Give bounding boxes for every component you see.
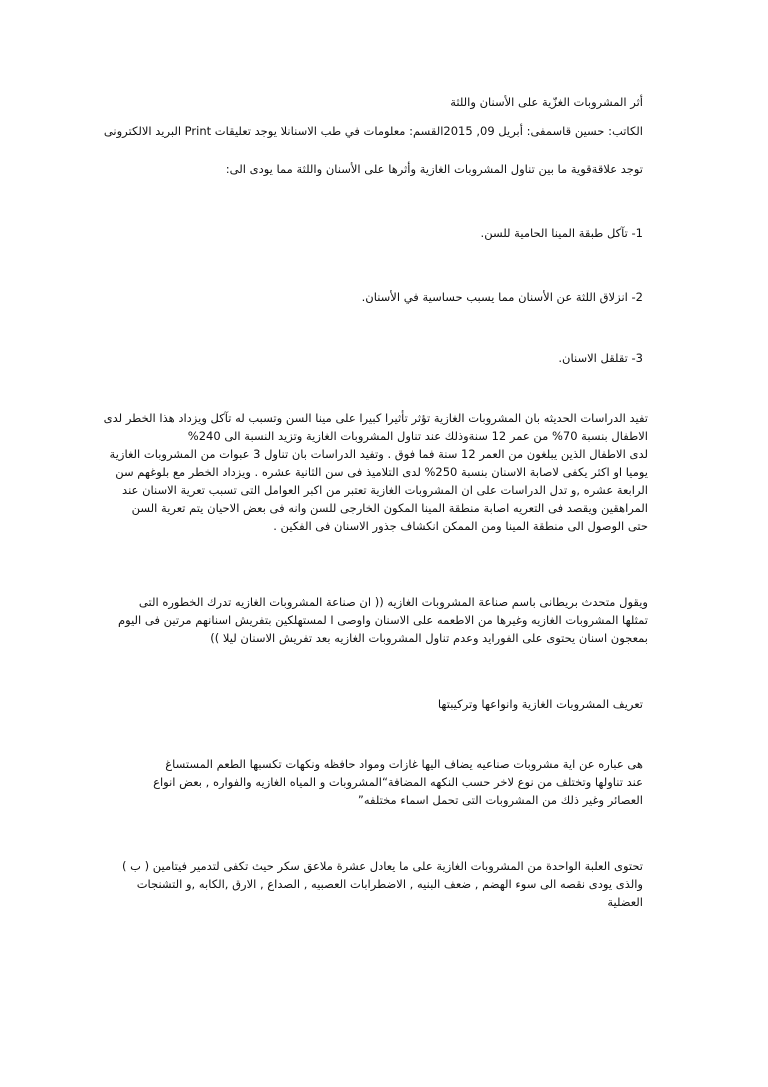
article-title: أثر المشروبات الغزّية على الأسنان واللثة [450,95,643,109]
paragraph-line: عند تناولها وتختلف من نوع لاخر حسب النكهه المضافة“المشروبات و المياه الغازيه والفواره , بعض انواع [153,775,643,789]
paragraph-line: ويقول متحدث بريطانى باسم صناعة المشروبات الغازيه (( ان صناعة المشروبات الغازيه تدرك الخطوره التى [138,595,648,609]
paragraph-line: العصائر وغير ذلك من المشروبات التى تحمل اسماء مختلفه” [357,793,643,807]
definition-heading: تعريف المشروبات الغازية وانواعها وتركيبتها [437,697,643,711]
paragraph-line: والذى يودى نقصه الى سوء الهضم , ضعف البنيه , الاضطرابات العصبيه , الصداع , الارق ,الكابه ,و التشنجات [136,877,643,891]
paragraph-line: تمثلها المشروبات الغازيه وغيرها من الاطعمه على الاسنان واوصى ا لمستهلكين بتفريش اسنانهم مرتين فى اليوم [118,613,648,627]
paragraph-line: بمعجون اسنان يحتوى على الفورايد وعدم تناول المشروبات الغازيه بعد تفريش الاسنان ليلا )) [210,631,648,645]
effect-item-3: 3- تقلقل الاسنان. [558,351,643,365]
paragraph-line: الرابعة عشره ,و تدل الدراسات على ان المشروبات الغازية تعتبر من اكبر العوامل التى تسبب تعرية الاسنان عند [122,483,648,497]
content-paragraph [121,857,643,911]
paragraph-line: تفيد الدراسات الحديثه بان المشروبات الغازية تؤثر تأثيرا كبيرا على مينا السن وتسبب له تآكل ويزداد هذا الخطر لدى [103,411,648,425]
paragraph-line: العضلية [607,895,643,909]
industry-quote-paragraph [118,593,648,647]
definition-paragraph [135,755,643,809]
paragraph-line: هى عباره عن اية مشروبات صناعيه يضاف اليها غازات ومواد حافظه ونكهات تكسبها الطعم المستساغ [165,757,643,771]
effect-item-1: 1- تآكل طبقة المينا الحامية للسن. [480,226,643,240]
paragraph-line: المراهقين ويقصد فى التعريه اصابة منطقة المينا المكون الخارجى للسن وانه فى بعض الاحيان يتم تعرية السن [131,501,648,515]
paragraph-line: الاطفال بنسبة 70% من عمر 12 سنةوذلك عند تناول المشروبات الغازية وتزيد النسبة الى 240% [187,429,648,443]
paragraph-line: لدى الاطفال الذين يبلغون من العمر 12 سنة فما فوق . وتفيد الدراسات بان تناول 3 عبوات من المشروبات الغازية [109,447,648,461]
paragraph-line: حتى الوصول الى منطقة المينا ومن الممكن انكشاف جذور الاسنان فى الفكين . [273,519,648,533]
article-meta: الكاتب: حسين قاسمفى: أبريل 09, 2015القسم: معلومات في طب الاسنانلا يوجد تعليقات Print البريد الالكترونى [103,124,643,138]
paragraph-line: يوميا او اكثر يكفى لاصابة الاسنان بنسبة 250% لدى التلاميذ فى سن الثانية عشره . ويزداد الخطر مع بلوغهم سن [115,465,648,479]
intro-text: توجد علاقةقوية ما بين تناول المشروبات الغازية وأثرها على الأسنان واللثة مما يودى الى: [225,162,643,176]
effect-item-2: 2- انزلاق اللثة عن الأسنان مما يسبب حساسية في الأسنان. [361,290,643,304]
paragraph-line: تحتوى العلبة الواحدة من المشروبات الغازية على ما يعادل عشرة ملاعق سكر حيث تكفى لتدمير فيتامين ( ب ) [121,859,643,873]
studies-paragraph [103,409,648,535]
